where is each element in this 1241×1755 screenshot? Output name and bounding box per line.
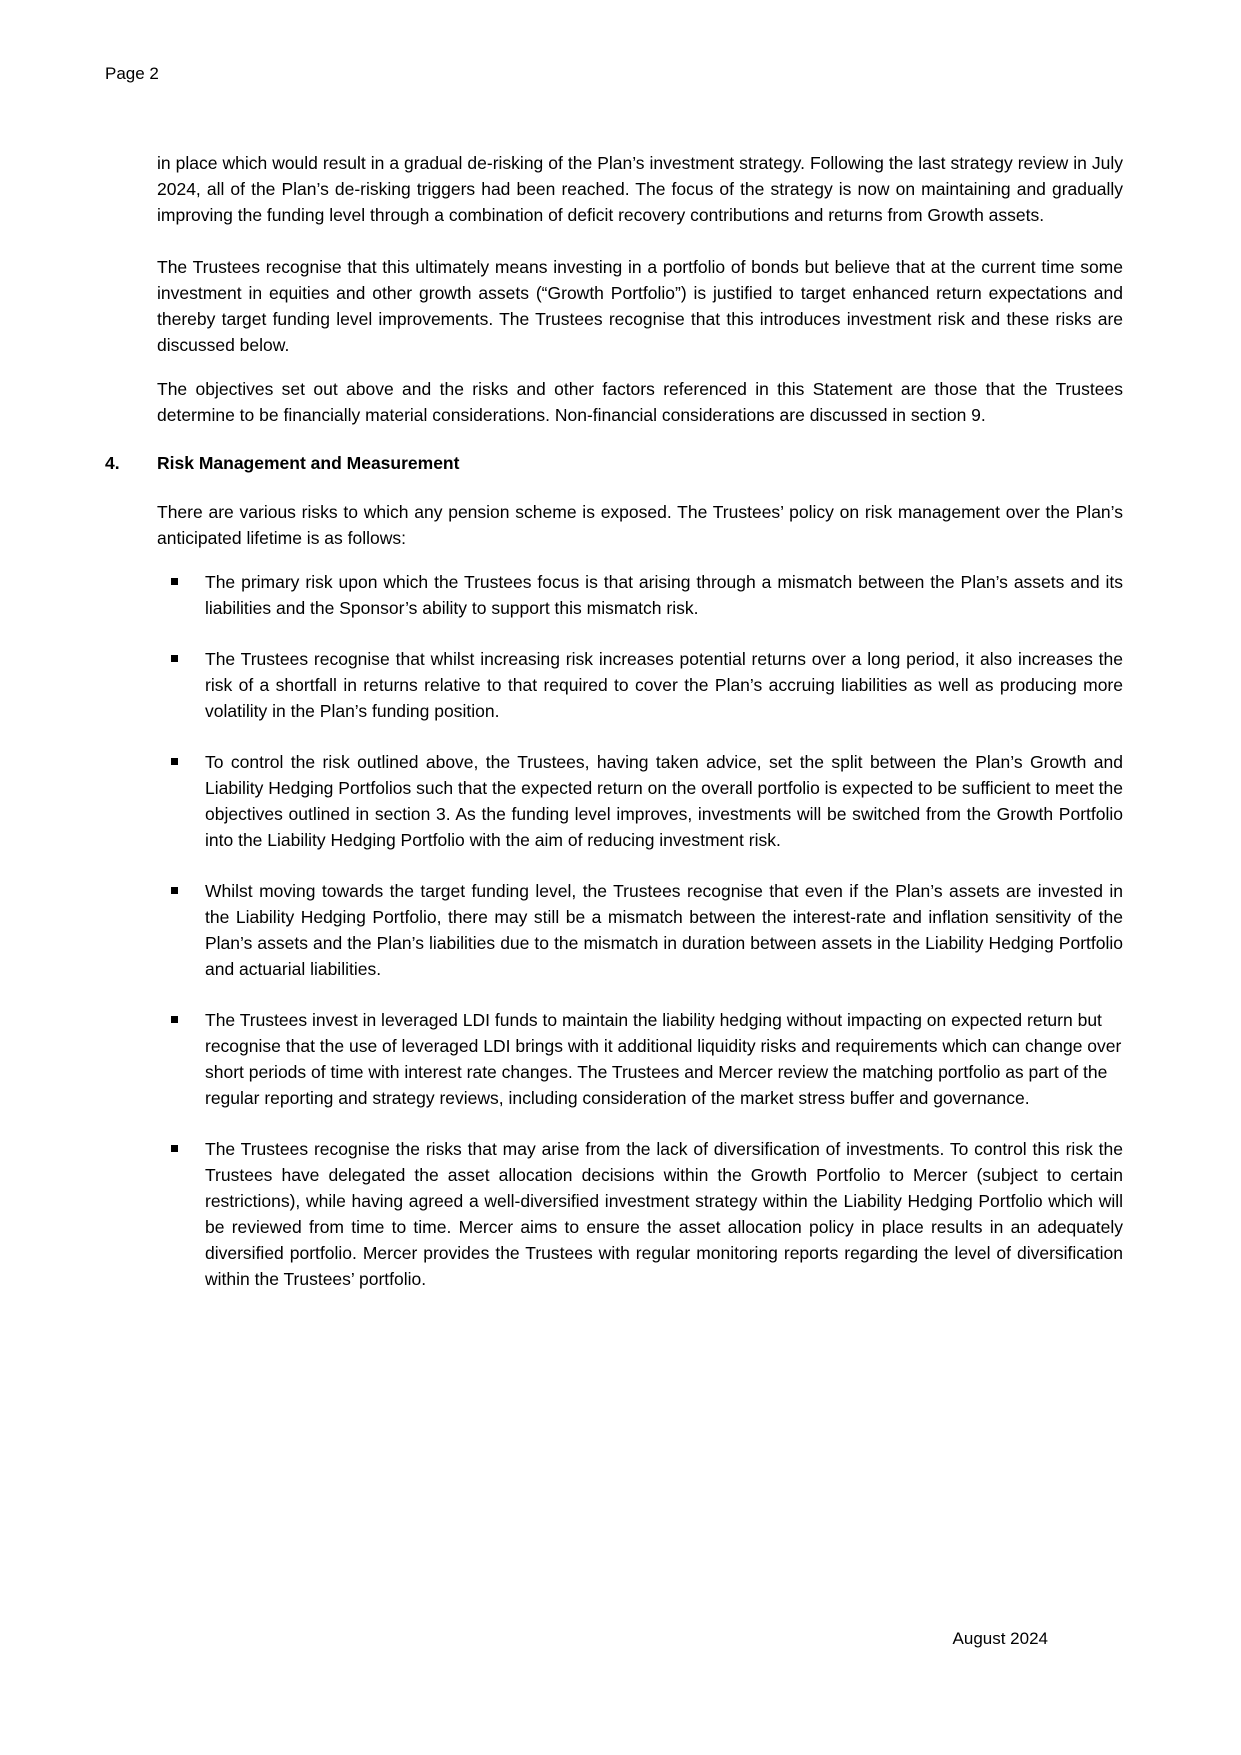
list-item-text: To control the risk outlined above, the Trustees, having taken advice, set the split between the Plan’s Growth and Liability Hedging Portfolios such that the expected return on the overall portfolio is expected to be sufficient to meet the objectives outlined in section 3. As the funding level improves, investments will be switched from the Growth Portfolio into the Liability Hedging Portfolio with the aim of reducing investment risk.	[205, 752, 1123, 850]
bullet-square-icon	[171, 1145, 178, 1152]
list-item	[157, 646, 1123, 724]
bullet-square-icon	[171, 758, 178, 765]
list-item-text: The Trustees invest in leveraged LDI funds to maintain the liability hedging without impacting on expected return but recognise that the use of leveraged LDI brings with it additional liquidity risks and requirements which can change over short periods of time with interest rate changes. The Trustees and Mercer review the matching portfolio as part of the regular reporting and strategy reviews, including consideration of the market stress buffer and governance.	[205, 1010, 1122, 1108]
section-number: 4.	[105, 453, 120, 473]
bullet-square-icon	[171, 887, 178, 894]
bullet-square-icon	[171, 1016, 178, 1023]
list-item	[157, 569, 1123, 621]
list-item	[157, 1136, 1123, 1292]
bullet-square-icon	[171, 655, 178, 662]
risk-bullet-list	[157, 569, 1123, 1292]
footer-date: August 2024	[952, 1629, 1048, 1648]
list-item	[157, 749, 1123, 853]
section-heading	[105, 450, 1123, 476]
document-body	[105, 150, 1123, 1317]
section-title: Risk Management and Measurement	[157, 453, 460, 473]
paragraph: in place which would result in a gradual de-risking of the Plan’s investment strategy. Following the last strategy review in July 2024, all of the Plan’s de-risking triggers had been reached. The focus of the strategy is now on maintaining and gradually improving the funding level through a combination of deficit recovery contributions and returns from Growth assets.	[157, 153, 1123, 225]
paragraph: The Trustees recognise that this ultimately means investing in a portfolio of bonds but believe that at the current time some investment in equities and other growth assets (“Growth Portfolio”) is justified to target enhanced return expectations and thereby target funding level improvements. The Trustees recognise that this introduces investment risk and these risks are discussed below.	[157, 257, 1123, 355]
list-item	[157, 878, 1123, 982]
list-item-text: The Trustees recognise that whilst increasing risk increases potential returns over a long period, it also increases the risk of a shortfall in returns relative to that required to cover the Plan’s accruing liabilities as well as producing more volatility in the Plan’s funding position.	[205, 649, 1123, 721]
list-item-text: The primary risk upon which the Trustees focus is that arising through a mismatch between the Plan’s assets and its liabilities and the Sponsor’s ability to support this mismatch risk.	[205, 572, 1123, 618]
bullet-square-icon	[171, 578, 178, 585]
list-item-text: Whilst moving towards the target funding level, the Trustees recognise that even if the Plan’s assets are invested in the Liability Hedging Portfolio, there may still be a mismatch between the interest-rate and inflation sensitivity of the Plan’s assets and the Plan’s liabilities due to the mismatch in duration between assets in the Liability Hedging Portfolio and actuarial liabilities.	[205, 881, 1123, 979]
section-intro: There are various risks to which any pension scheme is exposed. The Trustees’ policy on risk management over the Plan’s anticipated lifetime is as follows:	[157, 502, 1123, 548]
page-number: Page 2	[105, 64, 159, 83]
paragraph: The objectives set out above and the risks and other factors referenced in this Statement are those that the Trustees determine to be financially material considerations. Non-financial considerations are discussed in section 9.	[157, 379, 1123, 425]
list-item	[157, 1007, 1123, 1111]
list-item-text: The Trustees recognise the risks that may arise from the lack of diversification of investments. To control this risk the Trustees have delegated the asset allocation decisions within the Growth Portfolio to Mercer (subject to certain restrictions), while having agreed a well-diversified investment strategy within the Liability Hedging Portfolio which will be reviewed from time to time. Mercer aims to ensure the asset allocation policy in place results in an adequately diversified portfolio. Mercer provides the Trustees with regular monitoring reports regarding the level of diversification within the Trustees’ portfolio.	[205, 1139, 1123, 1289]
